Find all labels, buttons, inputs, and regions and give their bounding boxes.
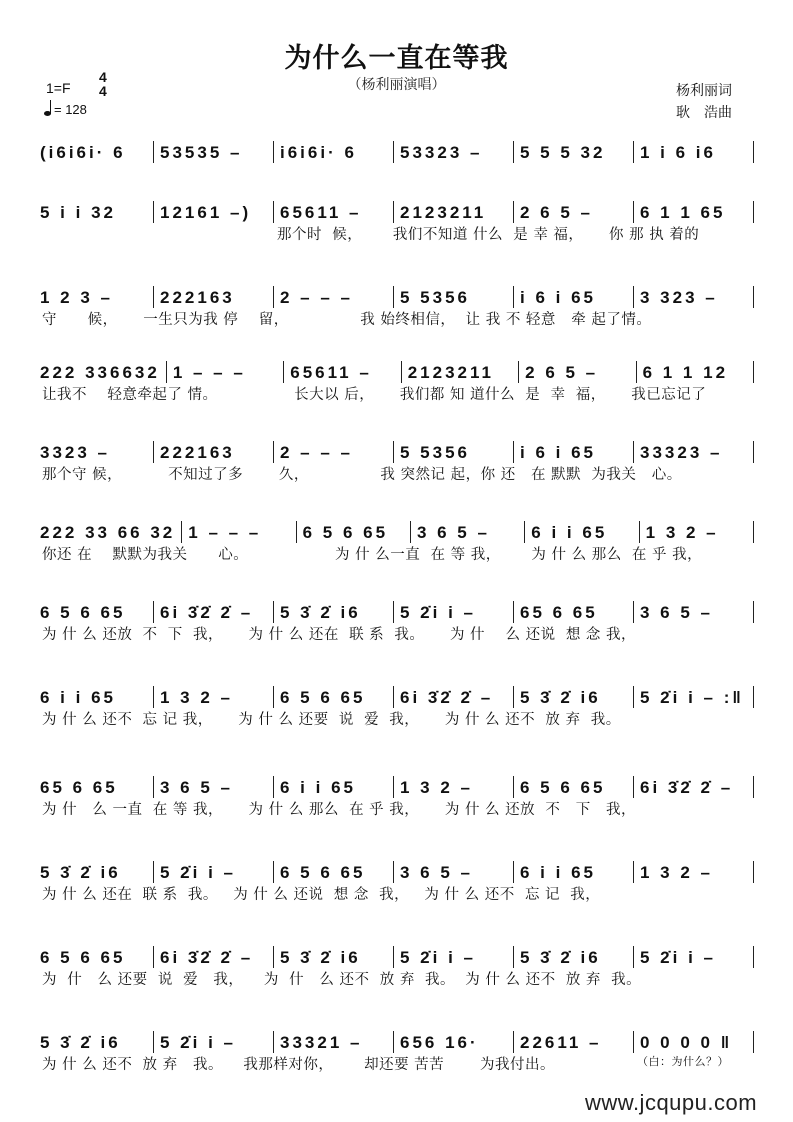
barline [633,286,634,308]
score-row [40,278,760,332]
barline [753,441,754,463]
measure: 1 i 6 i6 [640,143,716,162]
barline [753,946,754,968]
measure: 5 2̇i i – [400,603,476,622]
score-row [40,513,760,567]
notation-line [40,353,760,383]
measure: 5 2̇i i – [400,948,476,967]
measure: 5 3̇ 2̇ i6 [520,948,601,967]
measure: 2 – – – [280,288,353,307]
barline [153,946,154,968]
barline [513,861,514,883]
measure: 5 5356 [400,443,470,462]
barline [513,601,514,623]
barline [753,601,754,623]
barline [273,201,274,223]
notation-line [40,513,760,543]
barline [636,361,637,383]
barline [393,776,394,798]
lyrics-line [40,308,760,332]
measure: 5 5356 [400,288,470,307]
barline [633,441,634,463]
spoken-aside: （白：为什么？） [637,1055,729,1068]
score-row [40,193,760,247]
measure: 6 i i 65 [280,778,356,797]
barline [273,441,274,463]
measure: 53323 – [400,143,483,162]
measure: 6 5 6 65 [280,863,366,882]
time-signature-top: 4 [99,69,107,85]
barline [273,861,274,883]
measure: 3 323 – [640,288,718,307]
barline [296,521,297,543]
tempo-value: = 128 [54,102,87,117]
lyrics-text: 为 什 么 还放 不 下 我， 为 什 么 还在 联 系 我。 为 什 么 还说 想 念 我， [42,627,637,643]
score-row [40,133,760,187]
barline [513,946,514,968]
lyrics-text: 为 什 么 还不 忘 记 我， 为 什 么 还要 说 爱 我， 为 什 么 还不 放 弃 我。 [42,712,621,728]
lyrics-line [40,223,760,247]
barline [393,441,394,463]
key-signature [46,80,71,96]
notation-line [40,678,760,708]
barline [273,776,274,798]
measure: 65611 – [290,363,372,382]
score-row [40,678,760,732]
measure: 65 6 65 [520,603,598,622]
notation-line [40,433,760,463]
barline [283,361,284,383]
lyrics-line [40,383,760,407]
measure: 222 33 66 32 [40,523,176,542]
barline [166,361,167,383]
measure: 1 2 3 – [40,288,113,307]
barline [181,521,182,543]
barline [513,201,514,223]
lyrics-line [40,708,760,732]
score-row [40,353,760,407]
barline [753,141,754,163]
measure: 12161 –) [160,203,252,222]
measure: 6 i i 65 [520,863,596,882]
measure: i6i6i· 6 [280,143,357,162]
barline [753,286,754,308]
barline [393,286,394,308]
score-row [40,938,760,992]
measure: 6 5 6 65 [302,523,389,542]
barline [393,201,394,223]
lyrics-text: 那个守 候， 不知过了多 久， 我 突然记 起，你 还 在 默默 为我关 心。 [42,467,682,483]
barline [753,521,754,543]
measure: 5 2̇i i – [160,1033,236,1052]
measure: 5 2̇i i – [640,948,716,967]
barline [513,441,514,463]
measure: 1 – – – [172,363,246,382]
lyricist-credit: 杨利丽词 [676,83,732,99]
lyrics-text: 那个时 候， 我们不知道 什么 是 幸 福， 你 那 执 着的 [42,227,700,243]
lyrics-text: 让我不 轻意牵起了 情。 长大以 后， 我们都 知 道什么 是 幸 福， 我已忘记了 [42,387,707,403]
measure: 5 2̇i i – :‖ [640,688,744,707]
lyrics-text: 为 什 么 还要 说 爱 我， 为 什 么 还不 放 弃 我。 为 什 么 还不 放 弃 我。 [42,972,642,988]
barline [401,361,402,383]
measure: 6 1 1 65 [640,203,726,222]
barline [393,1031,394,1053]
quarter-note-icon [44,111,51,116]
lyrics-text: 你还 在 默默为我关 心。 为 什 么一直 在 等 我， 为 什 么 那么 在 乎 我， [42,547,703,563]
barline [153,861,154,883]
tempo-marking [44,102,87,117]
measure: 1 – – – [188,523,262,542]
score-row [40,433,760,487]
score-row [40,593,760,647]
measure: 5 3̇ 2̇ i6 [280,948,361,967]
measure: (i6i6i· 6 [40,143,126,162]
barline [273,601,274,623]
measure: 6i 3̇2̇ 2̇ – [160,948,254,967]
measure: 1 3 2 – [645,523,719,542]
measure: 2123211 [400,203,487,222]
barline [753,776,754,798]
lyrics-line [40,463,760,487]
barline [393,601,394,623]
measure: 656 16· [400,1033,479,1052]
time-signature-bottom: 4 [99,83,107,99]
barline [513,776,514,798]
performer-subtitle: （杨利丽演唱） [347,77,446,93]
lyrics-text: 守 候， 一生只为我 停 留， 我 始终相信， 让 我 不 轻意 牵 起了情。 [42,312,652,328]
barline [513,1031,514,1053]
barline [153,686,154,708]
notation-line [40,938,760,968]
notation-line [40,278,760,308]
measure: 5 3̇ 2̇ i6 [520,688,601,707]
measure: 5 3̇ 2̇ i6 [280,603,361,622]
measure: 53535 – [160,143,243,162]
barline [633,201,634,223]
measure: 1 3 2 – [640,863,713,882]
measure: 65611 – [280,203,362,222]
lyrics-line [40,163,760,187]
measure: 5 2̇i i – [160,863,236,882]
barline [273,141,274,163]
time-signature [99,70,107,98]
measure: 2 – – – [280,443,353,462]
measure: 1 3 2 – [400,778,473,797]
lyrics-line [40,623,760,647]
barline [753,361,754,383]
measure: 33321 – [280,1033,363,1052]
measure: 5 5 5 32 [520,143,606,162]
barline [633,861,634,883]
measure: 3 6 5 – [160,778,233,797]
credits [676,80,732,124]
barline [513,286,514,308]
notation-line [40,193,760,223]
barline [633,946,634,968]
measure: 6 i i 65 [40,688,116,707]
lyrics-line [40,968,760,992]
barline [273,286,274,308]
measure: 2 6 5 – [525,363,599,382]
barline [518,361,519,383]
barline [153,776,154,798]
measure: 3 6 5 – [416,523,490,542]
barline [153,601,154,623]
score-row [40,1023,760,1077]
barline [273,1031,274,1053]
barline [513,686,514,708]
barline [393,686,394,708]
measure: 22611 – [520,1033,602,1052]
measure: 222 336632 [40,363,160,382]
measure: 1 3 2 – [160,688,233,707]
measure: 6i 3̇2̇ 2̇ – [640,778,734,797]
barline [633,776,634,798]
barline [153,441,154,463]
measure: 65 6 65 [40,778,118,797]
notation-line [40,853,760,883]
barline [639,521,640,543]
composer-credit: 耿 浩曲 [676,105,732,121]
barline [393,946,394,968]
measure: 5 i i 32 [40,203,116,222]
score-row [40,768,760,822]
lyrics-line [40,883,760,907]
barline [633,686,634,708]
notation-line [40,133,760,163]
notation-line [40,593,760,623]
lyrics-text: 为 什 么 还在 联 系 我。 为 什 么 还说 想 念 我， 为 什 么 还不 忘 记 我， [42,887,601,903]
measure: 6 i i 65 [531,523,608,542]
measure: 5 3̇ 2̇ i6 [40,863,121,882]
measure: 222163 [160,288,235,307]
lyrics-line [40,543,760,567]
notation-line [40,1023,760,1053]
barline [633,141,634,163]
barline [633,1031,634,1053]
barline [753,201,754,223]
lyrics-text: 为 什 么 一直 在 等 我， 为 什 么 那么 在 乎 我， 为 什 么 还放 不 下 我， [42,802,637,818]
barline [524,521,525,543]
barline [153,141,154,163]
barline [753,686,754,708]
barline [633,601,634,623]
measure: 3 6 5 – [640,603,713,622]
measure: 3323 – [40,443,110,462]
measure: 6 5 6 65 [40,603,126,622]
measure: 2 6 5 – [520,203,593,222]
measure: 222163 [160,443,235,462]
measure: 2123211 [407,363,494,382]
barline [393,861,394,883]
measure: 5 3̇ 2̇ i6 [40,1033,121,1052]
measure: 6 5 6 65 [280,688,366,707]
barline [273,946,274,968]
lyrics-text: 为 什 么 还不 放 弃 我。 我那样对你， 却还要 苦苦 为我付出。 [42,1057,555,1073]
measure: 3 6 5 – [400,863,473,882]
measure: 0 0 0 0 ‖ [640,1033,733,1052]
measure: 33323 – [640,443,723,462]
barline [153,286,154,308]
measure: 6 5 6 65 [40,948,126,967]
barline [273,686,274,708]
watermark: www.jcqupu.com [585,1090,758,1115]
score-row [40,853,760,907]
measure: 6i 3̇2̇ 2̇ – [400,688,494,707]
barline [153,201,154,223]
lyrics-line [40,1053,760,1077]
song-title: 为什么一直在等我 [284,43,509,74]
barline [393,141,394,163]
key-label: 1=F [46,80,71,96]
barline [513,141,514,163]
barline [153,1031,154,1053]
measure: i 6 i 65 [520,443,596,462]
notation-line [40,768,760,798]
barline [753,861,754,883]
barline [410,521,411,543]
measure: i 6 i 65 [520,288,596,307]
measure: 6 5 6 65 [520,778,606,797]
barline [753,1031,754,1053]
measure: 6i 3̇2̇ 2̇ – [160,603,254,622]
lyrics-line [40,798,760,822]
measure: 6 1 1 12 [642,363,729,382]
